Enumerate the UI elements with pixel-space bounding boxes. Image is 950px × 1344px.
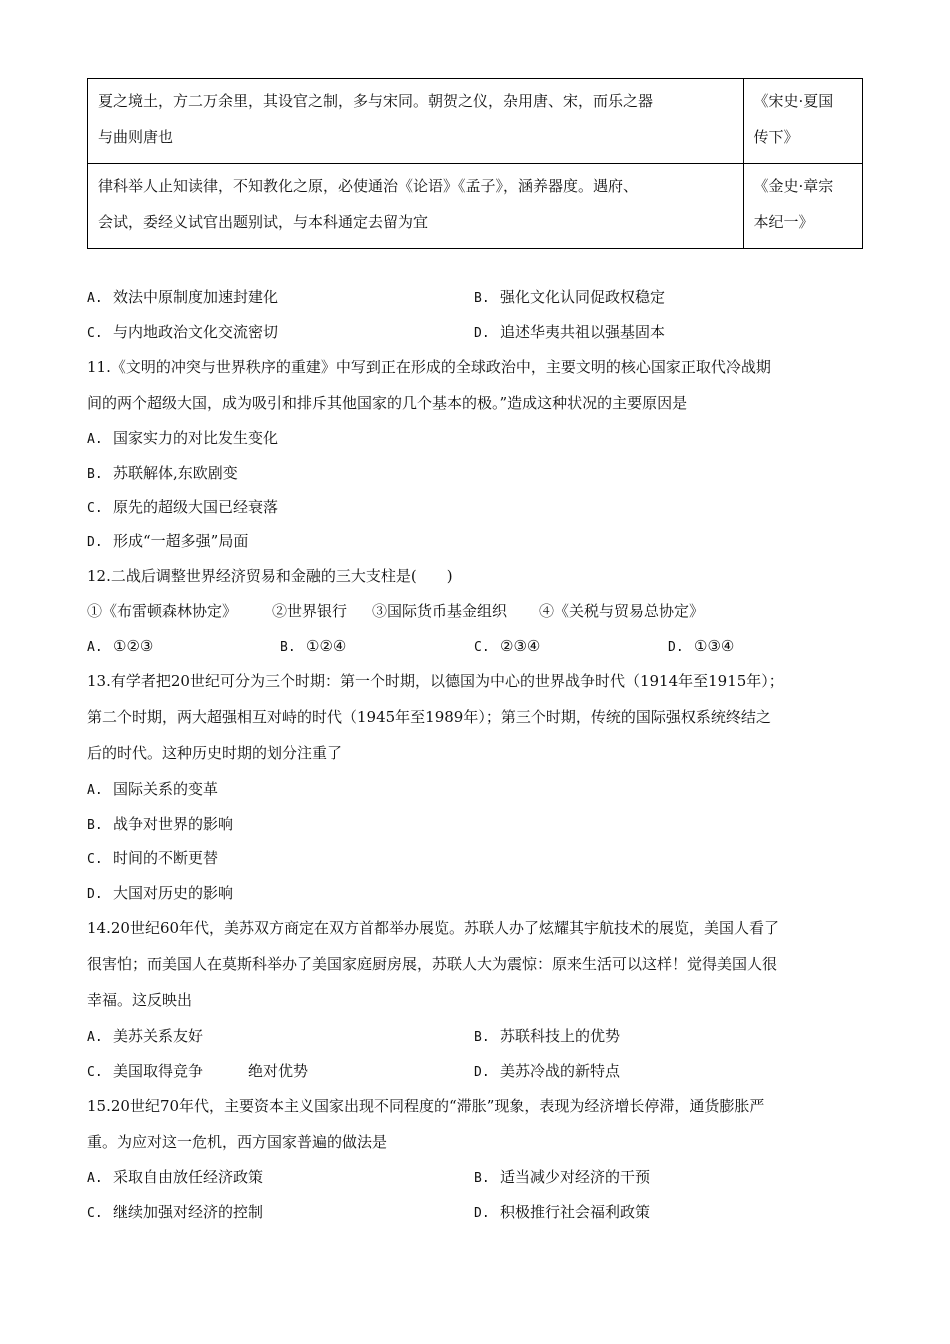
q11-stem-line: 11.《文明的冲突与世界秩序的重建》中写到正在形成的全球政治中，主要文明的核心国家正取代冷战期 — [87, 358, 771, 376]
q13-stem-line: 后的时代。这种历史时期的划分注重了 — [87, 744, 343, 762]
q12-item-1: ①《布雷顿森林协定》 — [87, 602, 238, 620]
q15-option-d[interactable]: D. 积极推行社会福利政策 — [474, 1203, 651, 1221]
q10-option-a[interactable]: A. 效法中原制度加速封建化 — [87, 288, 279, 306]
table-row — [88, 164, 863, 249]
q15-option-c[interactable]: C. 继续加强对经济的控制 — [87, 1203, 264, 1221]
q11-option-a[interactable]: A. 国家实力的对比发生变化 — [87, 429, 279, 447]
q15-stem-line: 15.20世纪70年代，主要资本主义国家出现不同程度的“滞胀”现象，表现为经济增长停滞，通货膨胀严 — [87, 1097, 765, 1115]
q11-option-d[interactable]: D. 形成“一超多强”局面 — [87, 532, 249, 550]
q14-option-b[interactable]: B. 苏联科技上的优势 — [474, 1027, 621, 1045]
q11-stem-line: 间的两个超级大国，成为吸引和排斥其他国家的几个基本的极。”造成这种状况的主要原因是 — [87, 394, 688, 412]
q13-stem-line: 13.有学者把20世纪可分为三个时期：第一个时期，以德国为中心的世界战争时代（1914年至1915年）； — [87, 672, 784, 690]
quote-line: 与曲则唐也 — [98, 128, 174, 146]
source-cell — [743, 79, 862, 164]
q15-option-b[interactable]: B. 适当减少对经济的干预 — [474, 1168, 651, 1186]
q15-stem-line: 重。为应对这一危机，西方国家普遍的做法是 — [87, 1133, 388, 1151]
q13-option-a[interactable]: A. 国际关系的变革 — [87, 780, 219, 798]
quote-cell — [88, 164, 744, 249]
q12-option-d[interactable]: D. ①③④ — [668, 637, 735, 655]
q12-item-3: ③国际货币基金组织 — [372, 602, 508, 620]
table-row — [88, 79, 863, 164]
q11-option-b[interactable]: B. 苏联解体,东欧剧变 — [87, 464, 238, 482]
q13-option-d[interactable]: D. 大国对历史的影响 — [87, 884, 234, 902]
q10-option-b[interactable]: B. 强化文化认同促政权稳定 — [474, 288, 666, 306]
q14-option-c[interactable]: C. 美国取得竞争 绝对优势 — [87, 1062, 309, 1080]
q12-option-a[interactable]: A. ①②③ — [87, 637, 154, 655]
q10-option-c[interactable]: C. 与内地政治文化交流密切 — [87, 323, 279, 341]
source-line: 传下》 — [753, 128, 799, 146]
source-line: 本纪一》 — [753, 213, 814, 231]
q11-option-c[interactable]: C. 原先的超级大国已经衰落 — [87, 498, 279, 516]
quote-line: 会试，委经义试官出题别试，与本科通定去留为宜 — [98, 213, 429, 231]
quote-line: 律科举人止知读律，不知教化之原，必使通治《论语》《孟子》，涵养器度。遇府、 — [98, 177, 639, 195]
q14-option-a[interactable]: A. 美苏关系友好 — [87, 1027, 204, 1045]
q14-option-d[interactable]: D. 美苏冷战的新特点 — [474, 1062, 621, 1080]
q15-option-a[interactable]: A. 采取自由放任经济政策 — [87, 1168, 264, 1186]
source-line: 《宋史·夏国 — [753, 92, 834, 110]
quote-cell — [88, 79, 744, 164]
q12-item-2: ②世界银行 — [272, 602, 348, 620]
source-table — [87, 78, 863, 249]
q12-option-b[interactable]: B. ①②④ — [280, 637, 347, 655]
q12-stem-line: 12.二战后调整世界经济贸易和金融的三大支柱是( ) — [87, 567, 453, 585]
q14-stem-line: 很害怕；而美国人在莫斯科举办了美国家庭厨房展，苏联人大为震惊：原来生活可以这样！觉得美国人很 — [87, 955, 778, 973]
q13-option-b[interactable]: B. 战争对世界的影响 — [87, 815, 234, 833]
q14-stem-line: 14.20世纪60年代，美苏双方商定在双方首都举办展览。苏联人办了炫耀其宇航技术的展览，美国人看了 — [87, 919, 780, 937]
q14-stem-line: 幸福。这反映出 — [87, 991, 193, 1009]
q13-stem-line: 第二个时期，两大超强相互对峙的时代（1945年至1989年）；第三个时期，传统的国际强权系统终结之 — [87, 708, 771, 726]
q13-option-c[interactable]: C. 时间的不断更替 — [87, 849, 219, 867]
quote-line: 夏之境土，方二万余里，其设官之制，多与宋同。朝贺之仪，杂用唐、宋，而乐之器 — [98, 92, 654, 110]
source-cell — [743, 164, 862, 249]
q10-option-d[interactable]: D. 追述华夷共祖以强基固本 — [474, 323, 666, 341]
q12-option-c[interactable]: C. ②③④ — [474, 637, 541, 655]
q12-item-4: ④《关税与贸易总协定》 — [539, 602, 705, 620]
source-line: 《金史·章宗 — [753, 177, 834, 195]
